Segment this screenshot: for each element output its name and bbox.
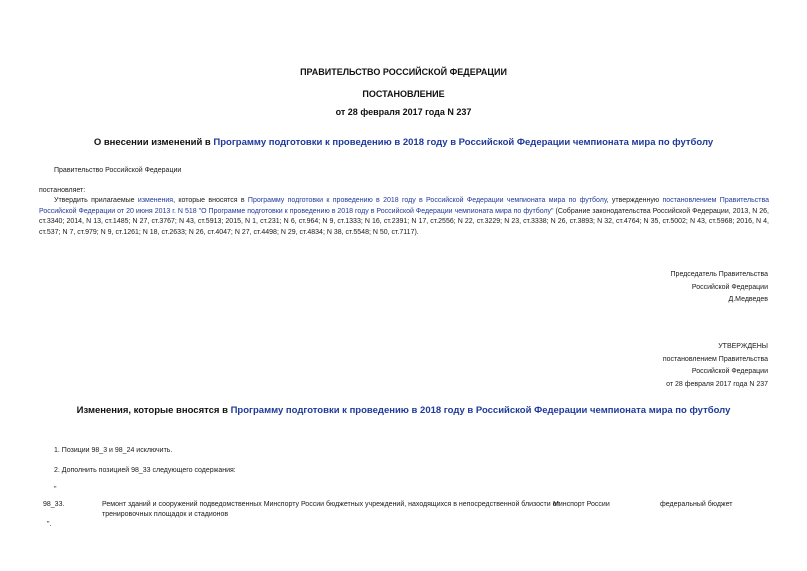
row-description-2: тренировочных площадок и стадионов	[102, 511, 229, 518]
issuer: Правительство Российской Федерации	[54, 167, 182, 174]
signature-position: Председатель Правительства	[670, 271, 768, 278]
approved-label: УТВЕРЖДЕНЫ	[718, 343, 768, 350]
program-link-2[interactable]: Программу подготовки к проведению в 2018 году в Российской Федерации чемпионата мира по футболу	[247, 197, 607, 204]
row-source: федеральный бюджет	[660, 501, 733, 508]
item-2: 2. Дополнить позицией 98_33 следующего содержания:	[54, 467, 236, 474]
para-text-2: , которые вносятся в	[173, 197, 248, 204]
row-number: 98_33.	[43, 501, 65, 508]
quote-close: ".	[47, 521, 52, 528]
approved-date: от 28 февраля 2017 года N 237	[666, 380, 768, 388]
para-text-3: , утвержденную	[606, 197, 663, 204]
document-title	[0, 137, 807, 148]
main-paragraph	[39, 196, 769, 238]
government-heading: ПРАВИТЕЛЬСТВО РОССИЙСКОЙ ФЕДЕРАЦИИ	[300, 67, 507, 77]
document-type: ПОСТАНОВЛЕНИЕ	[362, 89, 445, 99]
approved-by: постановлением Правительства	[662, 355, 768, 363]
title-prefix: О внесении изменений в	[93, 137, 214, 148]
approved-block	[663, 341, 768, 391]
item-1: 1. Позиции 98_3 и 98_24 исключить.	[54, 447, 173, 454]
document-date-number: от 28 февраля 2017 года N 237	[335, 107, 472, 117]
signature-block	[671, 269, 768, 307]
resolves: постановляет:	[39, 187, 86, 194]
signature-country: Российской Федерации	[691, 283, 768, 291]
signature-name: Д.Медведев	[728, 296, 768, 303]
changes-link[interactable]: изменения	[137, 197, 174, 204]
para-text-4: (Собрание законодательства Российской Федерации, 2013, N 26, ст.3340; 2014, N 13, ст.1485; N 27, ст.3767; N 43, ст.5913; 2015, N 1, ст.231; N 6, ст.964; N 9, ст.1333; N 16, ст.2391; N 17, ст.2556; N 22, ст.3229; N 23, ст.3338; N 26, ст.3893; N 32, ст.4764; N 35, ст.5002; N 43, ст.5968; 2016, N 4, ст.537; N 7, ст.979; N 9, ст.1261; N 18, ст.2633; N 26, ст.4047; N 27, ст.4498; N 29, ст.4834; N 38, ст.5548; N 50, ст.7117).	[39, 207, 769, 236]
program-link[interactable]: Программу подготовки к проведению в 2018 году в Российской Федерации чемпионата мира по футболу	[213, 137, 714, 148]
resolution-link[interactable]: постановлением Правительства Российской Федерации от 20 июня 2013 г. N 518 "О Программе подготовки к проведению в 2018 году в Российской Федерации чемпионата мира по футболу"	[39, 197, 769, 215]
changes-title-prefix: Изменения, которые вносятся в	[76, 405, 231, 416]
approved-country: Российской Федерации	[691, 368, 768, 375]
para-text-1: Утвердить прилагаемые	[54, 197, 138, 204]
row-description-1: Ремонт зданий и сооружений подведомственных Минспорту России бюджетных учреждений, находящихся в непосредственной близости от	[102, 501, 560, 508]
row-responsible: Минспорт России	[553, 501, 610, 508]
quote-open: "	[54, 486, 57, 493]
changes-program-link[interactable]: Программу подготовки к проведению в 2018 году в Российской Федерации чемпионата мира по футболу	[230, 405, 731, 416]
changes-title	[0, 405, 807, 416]
